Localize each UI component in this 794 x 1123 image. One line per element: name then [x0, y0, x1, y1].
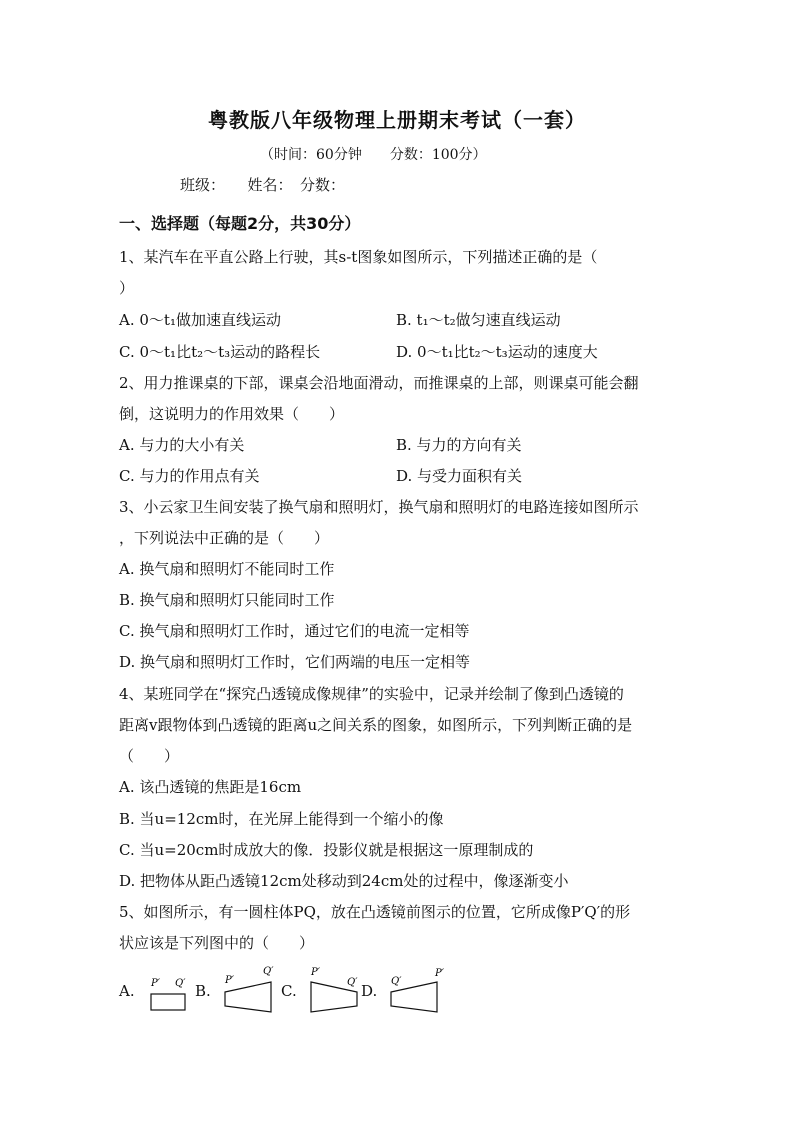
q5-a-p-label: P′: [151, 978, 160, 989]
q2-option-d: D. 与受力面积有关: [396, 467, 523, 485]
q1-option-a: A. 0～t₁做加速直线运动: [119, 311, 281, 329]
q1-option-d: D. 0～t₁比t₂～t₃运动的速度大: [396, 343, 598, 361]
q5-d-p-label: P′: [435, 968, 444, 979]
q5-a-q-label: Q′: [175, 978, 186, 989]
q5-label-c: C.: [281, 982, 297, 1000]
q2-option-a: A. 与力的大小有关: [119, 436, 245, 454]
q4-stem-line2: 距离v跟物体到凸透镜的距离u之间关系的图象，如图所示，下列判断正确的是: [119, 716, 633, 734]
q3-stem-line2: ，下列说法中正确的是（ ）: [119, 529, 330, 547]
q3-option-a: A. 换气扇和照明灯不能同时工作: [119, 560, 335, 578]
q5-label-b: B.: [195, 982, 211, 1000]
q5-b-q-label: Q′: [263, 966, 274, 977]
q3-option-d: D. 换气扇和照明灯工作时，它们两端的电压一定相等: [119, 653, 471, 671]
section-heading: 一、选择题（每题2分，共30分）: [119, 214, 361, 233]
q2-option-b: B. 与力的方向有关: [396, 436, 522, 454]
q5-figure-b: [224, 966, 274, 1012]
page-title: 粤教版八年级物理上册期末考试（一套）: [208, 108, 586, 132]
q5-figure-a: [150, 978, 186, 1010]
q3-option-b: B. 换气扇和照明灯只能同时工作: [119, 591, 335, 609]
q5-shapes-svg: [119, 964, 479, 1024]
q1-stem-line1: 1、某汽车在平直公路上行驶，其s-t图象如图所示，下列描述正确的是（: [119, 248, 598, 266]
q2-option-c: C. 与力的作用点有关: [119, 467, 260, 485]
q4-option-c: C. 当u=20cm时成放大的像．投影仪就是根据这一原理制成的: [119, 841, 534, 859]
q4-option-a: A. 该凸透镜的焦距是16cm: [119, 778, 302, 796]
q5-stem-line1: 5、如图所示，有一圆柱体PQ，放在凸透镜前图示的位置，它所成像P′Q′的形: [119, 903, 631, 921]
q5-stem-line2: 状应该是下列图中的（ ）: [119, 934, 315, 952]
q4-stem-line3: （ ）: [119, 747, 180, 765]
q5-b-p-label: P′: [225, 975, 234, 986]
q3-stem-line1: 3、小云家卫生间安装了换气扇和照明灯，换气扇和照明灯的电路连接如图所示: [119, 498, 639, 516]
q2-stem-line1: 2、用力推课桌的下部，课桌会沿地面滑动，而推课桌的上部，则课桌可能会翻: [119, 374, 639, 392]
q5-label-d: D.: [361, 982, 378, 1000]
q5-option-figures: [119, 964, 479, 1024]
class-info: 班级： 姓名： 分数：: [180, 176, 346, 194]
q1-option-c: C. 0～t₁比t₂～t₃运动的路程长: [119, 343, 321, 361]
q5-c-p-label: P′: [311, 967, 320, 978]
q5-d-q-label: Q′: [391, 976, 402, 987]
q1-option-b: B. t₁～t₂做匀速直线运动: [396, 311, 561, 329]
q5-figure-d: [391, 968, 445, 1012]
q1-stem-line2: ）: [119, 279, 135, 297]
q5-label-a: A.: [119, 982, 135, 1000]
q4-option-d: D. 把物体从距凸透镜12cm处移动到24cm处的过程中，像逐渐变小: [119, 872, 569, 890]
q5-figure-c: [310, 967, 358, 1012]
q3-option-c: C. 换气扇和照明灯工作时，通过它们的电流一定相等: [119, 622, 470, 640]
q4-stem-line1: 4、某班同学在“探究凸透镜成像规律”的实验中，记录并绘制了像到凸透镜的: [119, 685, 624, 703]
exam-subtitle: （时间：60分钟 分数：100分）: [260, 147, 487, 163]
q4-option-b: B. 当u=12cm时，在光屏上能得到一个缩小的像: [119, 810, 444, 828]
q2-stem-line2: 倒，这说明力的作用效果（ ）: [119, 405, 345, 423]
q5-c-q-label: Q′: [347, 977, 358, 988]
